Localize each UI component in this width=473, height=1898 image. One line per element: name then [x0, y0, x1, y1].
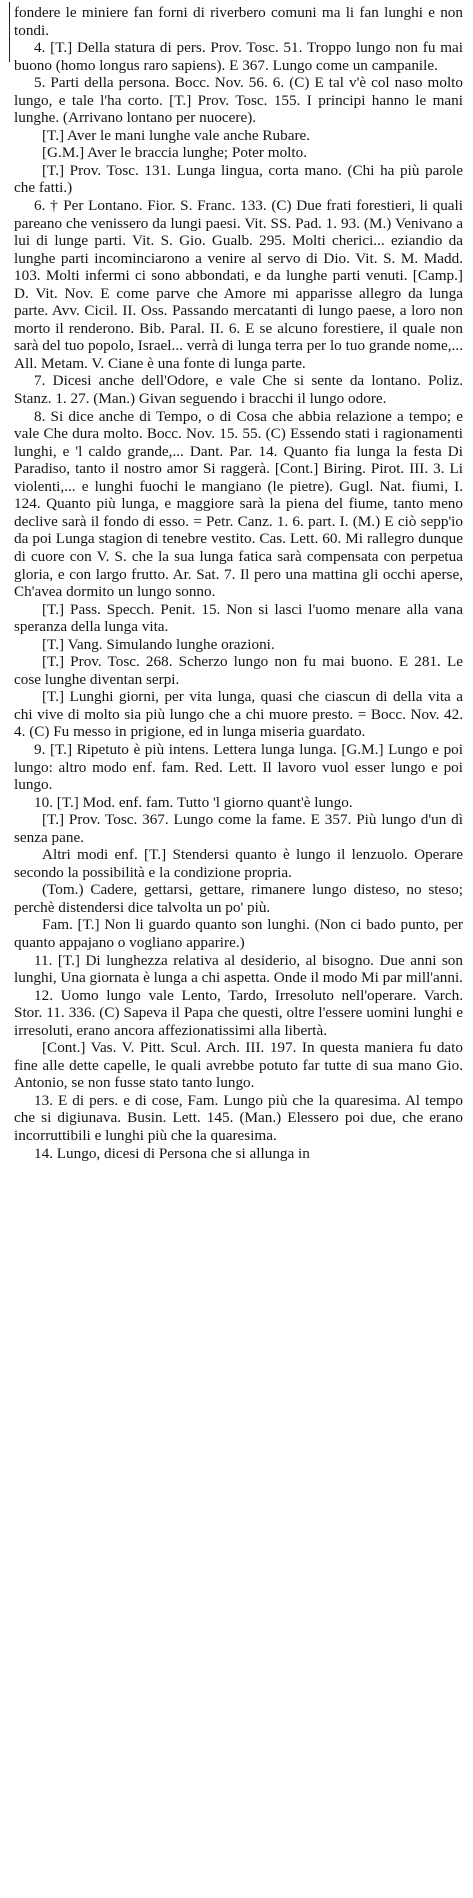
subsense-long-tongue: [T.] Prov. Tosc. 131. Lunga lingua, corta mano. (Chi ha più parole che fatti.): [14, 161, 463, 197]
sense-6-far: 6. † Per Lontano. Fior. S. Franc. 133. (C) Due frati forestieri, li quali pareano che venissero da lungi paesi. Vit. SS. Pad. 1. 93. (M.) Venivano a lui di lunge parti. Vit. S. Gio. Gualb. 295. Molti cherici... eziandio da lunghe parti incominciarono a venire al servo di Dio. Vit. S. M. Madd. 103. Molti infermi ci sono abbondati, e da lunghe parti venuti. [Camp.] D. Vit. Nov. E come parve che Amore mi apparisse allegro da lunga parte. Avv. Cicil. II. Oss. Passando mercatanti di lungo paese, a loro non morto il renderono. Bib. Paral. II. 6. E se alcuno forestiere, il quale non sarà del tuo popolo, Israel... verrà di lunga terra per lo tuo grande nome,... All. Metam. V. Ciane è una fonte di lunga parte.: [14, 197, 463, 372]
subsense-long-prayers: [T.] Vang. Simulando lunghe orazioni.: [42, 635, 275, 653]
subsense-vasari: [Cont.] Vas. V. Pitt. Scul. Arch. III. 197. In questa maniera fu dato fine alle dette capelle, le quali avrebbe potuto far tutte di sua mano Gio. Antonio, se non fusse stato tanto lungo.: [14, 1039, 463, 1092]
subsense-other-emphatic: Altri modi enf. [T.] Stendersi quanto è lungo il lenzuolo. Operare secondo la possibilità e la condizione propria.: [14, 846, 463, 881]
subsense-long-life: [T.] Pass. Specch. Penit. 15. Non si lasci l'uomo menare alla vana speranza della lunga vita.: [14, 600, 463, 636]
sense-4-stature: 4. [T.] Della statura di pers. Prov. Tosc. 51. Troppo lungo non fu mai buono (homo longus raro sapiens). E 367. Lungo come un campanile.: [14, 39, 463, 74]
sense-8-time: 8. Si dice anche di Tempo, o di Cosa che abbia relazione a tempo; e vale Che dura molto. Bocc. Nov. 15. 55. (C) Essendo stati i ragionamenti lunghi, e 'l caldo grande,... Dant. Par. 14. Quanto fia lunga la festa Di Paradiso, tanto il nostro amor Si raggerà. [Cont.] Biring. Pirot. III. 3. Li violenti,... e lunghi fuochi le mangiano (le pietre). Gugl. Nat. fiumi, I. 124. Quanto più lunga, e maggiore sarà la piena del fiume, tanto meno declive sarà il fondo di esso. = Petr. Canz. 1. 6. part. I. (M.) E ciò sepp'io da poi Lunga stagion di tenebre vestito. Cas. Lett. 60. Mi rallegro dunque di cuore con V. S. che la sua lunga fatica sarà compensata con perpetua gloria, e con largo frutto. Ar. Sat. 7. Il pero una mattina gli occhi aperse, Ch'avea dormito un lungo sonno.: [14, 407, 463, 601]
sense-10-emphatic: 10. [T.] Mod. enf. fam. Tutto 'l giorno quant'è lungo.: [34, 793, 353, 811]
subsense-long-jest: [T.] Prov. Tosc. 268. Scherzo lungo non fu mai buono. E 281. Le cose lunghe diventan serpi.: [14, 653, 463, 688]
sense-12-slow-man: 12. Uomo lungo vale Lento, Tardo, Irresoluto nell'operare. Varch. Stor. 11. 336. (C) Sapeva il Papa che questi, oltre l'essere uomini lunghi e irresoluti, erano ancora affezionatissimi alla libertà.: [14, 986, 463, 1039]
sense-13-lent: 13. E di pers. e di cose, Fam. Lungo più che la quaresima. Al tempo che si digiunava. Busin. Lett. 145. (Man.) Elessero poi due, che erano incorruttibili e lunghi più che la quaresima.: [14, 1091, 463, 1144]
sense-7-odour: 7. Dicesi anche dell'Odore, e vale Che si sente da lontano. Poliz. Stanz. 1. 27. (Man.) Givan seguendo i bracchi il lungo odore.: [14, 372, 463, 408]
sense-14-person: 14. Lungo, dicesi di Persona che si allunga in: [34, 1144, 310, 1162]
subsense-long-days: [T.] Lunghi giorni, per vita lunga, quasi che ciascun di della vita a chi vive di molto sia più lungo che a chi muore presto. = Bocc. Nov. 42. 4. (C) Fu messo in prigione, ed in lunga miseria guardato.: [14, 688, 463, 741]
sense-11-desire: 11. [T.] Di lunghezza relativa al desiderio, al bisogno. Due anni son lunghi, Una giornata è lunga a chi aspetta. Onde il modo Mi par mill'anni.: [14, 951, 463, 987]
subsense-long-hands: [T.] Aver le mani lunghe vale anche Rubare.: [42, 126, 311, 144]
subsense-long-as-hunger: [T.] Prov. Tosc. 367. Lungo come la fame. E 357. Più lungo d'un dì senza pane.: [14, 811, 463, 846]
subsense-fall-long: (Tom.) Cadere, gettarsi, gettare, rimanere lungo disteso, no steso; perchè distendersi dice talvolta un po' più.: [14, 881, 463, 916]
sense-9-repeated: 9. [T.] Ripetuto è più intens. Lettera lunga lunga. [G.M.] Lungo e poi lungo: altro modo enf. fam. Red. Lett. Il lavoro vuol esser lungo e poi lungo.: [14, 740, 463, 794]
sense-5-body-parts: 5. Parti della persona. Bocc. Nov. 56. 6. (C) E tal v'è col naso molto lungo, e tale l'ha corto. [T.] Prov. Tosc. 155. I principi hanno le mani lunghe. (Arrivano lontano per nuocere).: [14, 74, 463, 127]
subsense-long-arms: [G.M.] Aver le braccia lunghe; Poter molto.: [42, 144, 308, 162]
entry-continuation: fondere le miniere fan forni di riverbero comuni ma li fan lunghi e non tondi.: [14, 4, 463, 39]
subsense-familiar: Fam. [T.] Non li guardo quanto son lunghi. (Non ci bado punto, per quanto appajano o vogliano apparire.): [14, 916, 463, 951]
